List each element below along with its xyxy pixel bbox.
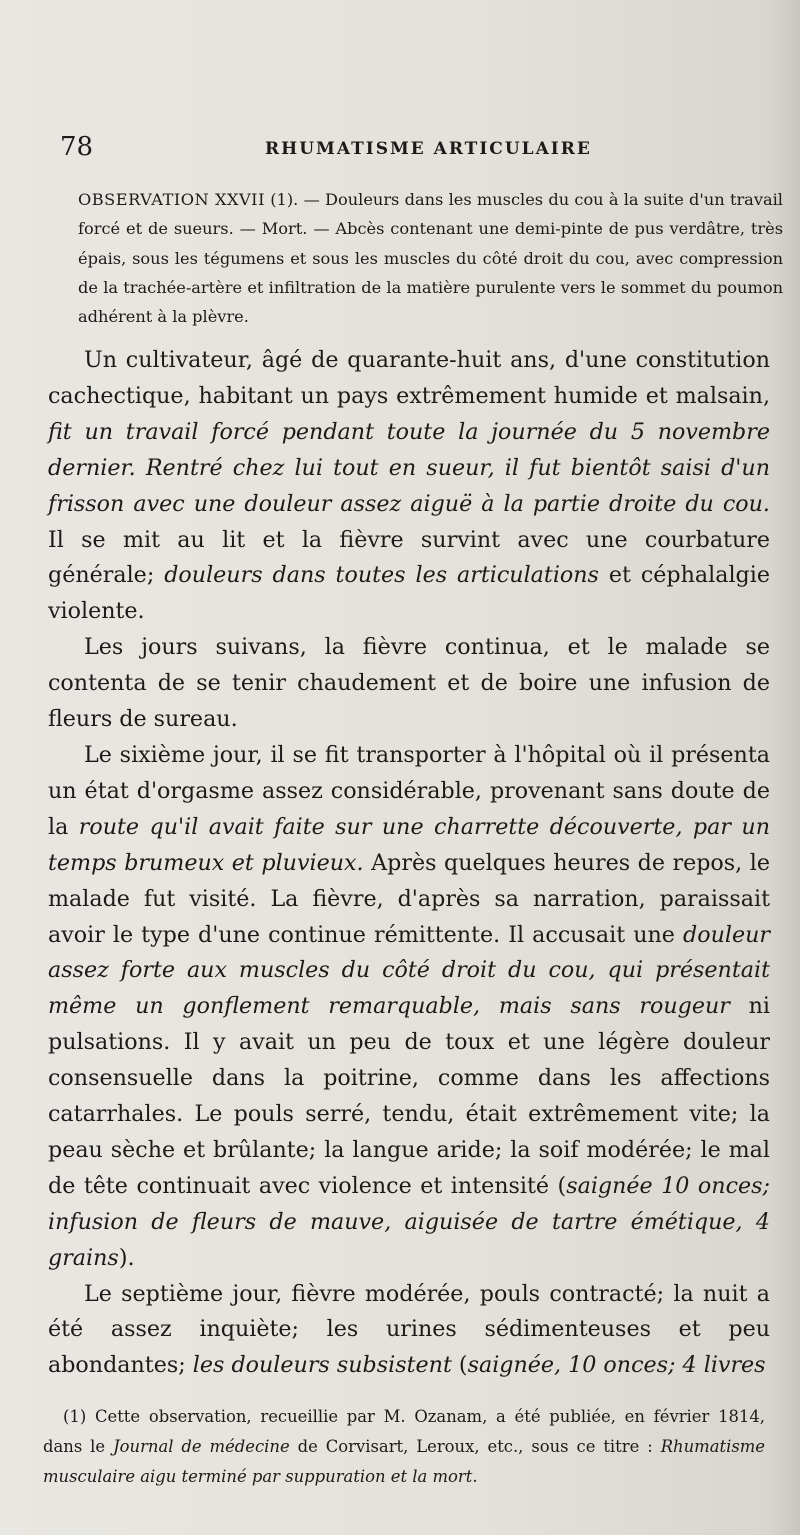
observation-label: OBSERVATION XXVII bbox=[78, 190, 265, 209]
paragraph-4 bbox=[48, 1277, 770, 1385]
paragraph-1-text-e: et céphalalgie violente. bbox=[48, 562, 770, 625]
paragraph-1-italic-d: douleurs dans toutes les articulations bbox=[164, 562, 599, 589]
paragraph-3-text-g: ). bbox=[118, 1244, 135, 1271]
paragraph-1-text-c: Il se mit au lit et la fièvre survint avec une courbature générale; bbox=[48, 526, 770, 589]
observation-summary bbox=[78, 185, 783, 331]
paragraph-4-text-a: Le septième jour, fièvre modérée, pouls contracté; la nuit a été assez inquiète; les urines sédimenteuses et peu abondantes; bbox=[48, 1280, 770, 1379]
paragraph-4-text-c: ( bbox=[458, 1352, 468, 1379]
running-head bbox=[60, 132, 770, 166]
paragraph-3 bbox=[48, 738, 770, 1277]
running-title: RHUMATISME ARTICULAIRE bbox=[265, 139, 592, 159]
paragraph-3-italic-f: saignée 10 onces; infusion de fleurs de mauve, aiguisée de tartre émétique, 4 grains bbox=[48, 1172, 770, 1271]
footnote bbox=[43, 1402, 765, 1492]
paragraph-3-italic-b: route qu'il avait faite sur une charrette découverte, par un temps brumeux et pluvieux. bbox=[48, 813, 770, 876]
paragraph-4-italic-b: les douleurs subsistent bbox=[192, 1352, 452, 1379]
footnote-reference: (1). bbox=[270, 190, 299, 209]
page-number: 78 bbox=[60, 132, 94, 162]
footnote-article-title: Rhumatisme musculaire aigu terminé par suppuration et la mort. bbox=[43, 1437, 765, 1486]
footnote-journal-title: Journal de médecine bbox=[113, 1437, 290, 1456]
body-text bbox=[48, 343, 770, 1384]
paragraph-4-italic-d: saignée, 10 onces; 4 livres bbox=[467, 1352, 766, 1379]
paragraph-1 bbox=[48, 343, 770, 630]
paragraph-3-text-e: ni pulsations. Il y avait un peu de toux et une légère douleur consensuelle dans la poitrine, comme dans les affections catarrhales. Le pouls serré, tendu, était extrêmement vite; la peau sèche et brûlante; la langue aride; la soif modérée; le mal de tête continuait avec violence et intensité ( bbox=[48, 993, 770, 1199]
paragraph-2: Les jours suivans, la fièvre continua, et le malade se contenta de se tenir chaudement et de boire une infusion de fleurs de sureau. bbox=[48, 634, 770, 733]
paragraph-3-italic-d: douleur assez forte aux muscles du côté droit du cou, qui présentait même un gonflement remarquable, mais sans rougeur bbox=[48, 921, 771, 1020]
footnote-text-c: de Corvisart, Leroux, etc., sous ce titre : bbox=[297, 1437, 653, 1456]
summary-text: — Douleurs dans les muscles du cou à la suite d'un travail forcé et de sueurs. — Mort. — Abcès contenant une demi-pinte de pus verdâtre, très épais, sous les tégumens et sous les muscles du côté droit du cou, avec compression de la trachée-artère et infiltration de la matière purulente vers le sommet du poumon adhérent à la plèvre. bbox=[78, 190, 783, 327]
footnote-text-a: (1) Cette observation, recueillie par M. Ozanam, a été publiée, en février 1814, dans le bbox=[43, 1407, 765, 1456]
paragraph-3-text-c: Après quelques heures de repos, le malade fut visité. La fièvre, d'après sa narration, paraissait avoir le type d'une continue rémittente. Il accusait une bbox=[48, 849, 770, 948]
paragraph-3-text-a: Le sixième jour, il se fit transporter à l'hôpital où il présenta un état d'orgasme assez considérable, provenant sans doute de la bbox=[48, 741, 770, 840]
footnote-text bbox=[43, 1402, 765, 1492]
paragraph-1-italic-b: fit un travail forcé pendant toute la journée du 5 novembre dernier. Rentré chez lui tout en sueur, il fut bientôt saisi d'un frisson avec une douleur assez aiguë à la partie droite du cou. bbox=[48, 418, 770, 517]
paragraph-1-text-a: Un cultivateur, âgé de quarante-huit ans, d'une constitution cachectique, habitant un pays extrêmement humide et malsain, bbox=[48, 347, 770, 409]
